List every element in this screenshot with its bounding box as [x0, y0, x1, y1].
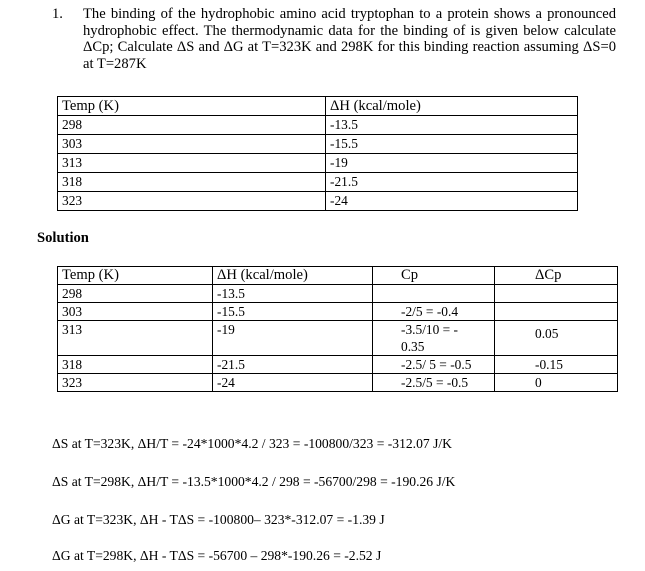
header-dh: ΔH (kcal/mole)	[326, 97, 578, 116]
calc-dg-298: ΔG at T=298K, ΔH - TΔS = -56700 – 298*-190.26 = -2.52 J	[52, 548, 382, 563]
table-row	[58, 135, 578, 154]
question-text: The binding of the hydrophobic amino acid tryptophan to a protein shows a pronounced hydrophobic effect. The thermodynamic data for the binding of is given below calculate ΔCp; Calculate ΔS and ΔG at T=323K and 298K for this binding reaction assuming ΔS=0 at T=287K	[83, 6, 616, 72]
table-row	[58, 154, 578, 173]
cell-dh: -21.5	[326, 173, 578, 192]
cell-cp: -2.5/ 5 = -0.5	[373, 356, 495, 374]
cell-dcp: 0	[495, 374, 618, 392]
cell-temp: 323	[58, 192, 326, 211]
cell-dh: -24	[213, 374, 373, 392]
header-dh: ΔH (kcal/mole)	[213, 267, 373, 285]
calc-ds-298: ΔS at T=298K, ΔH/T = -13.5*1000*4.2 / 298 = -56700/298 = -190.26 J/K	[52, 474, 456, 489]
table-row	[58, 173, 578, 192]
cell-dh: -15.5	[326, 135, 578, 154]
header-cp: Cp	[373, 267, 495, 285]
cell-dh: -13.5	[326, 116, 578, 135]
cell-temp: 298	[58, 116, 326, 135]
cell-temp: 318	[58, 173, 326, 192]
cell-temp: 313	[58, 154, 326, 173]
cell-temp: 303	[58, 135, 326, 154]
data-table	[57, 96, 578, 211]
cell-cp: -2/5 = -0.4	[373, 303, 495, 321]
cell-cp: -2.5/5 = -0.5	[373, 374, 495, 392]
table-row	[58, 116, 578, 135]
cell-temp: 313	[58, 321, 213, 356]
table-row	[58, 192, 578, 211]
solution-table	[57, 266, 618, 392]
solution-title: Solution	[37, 230, 89, 246]
cell-temp: 323	[58, 374, 213, 392]
cell-dcp: -0.15	[495, 356, 618, 374]
header-dcp: ΔCp	[495, 267, 618, 285]
cell-dh: -15.5	[213, 303, 373, 321]
cell-dh: -19	[326, 154, 578, 173]
cell-dcp	[495, 285, 618, 303]
cell-temp: 303	[58, 303, 213, 321]
question-number: 1.	[52, 6, 63, 22]
cell-cp	[373, 285, 495, 303]
table-row	[58, 374, 618, 392]
table-row	[58, 321, 618, 356]
calc-ds-323: ΔS at T=323K, ΔH/T = -24*1000*4.2 / 323 = -100800/323 = -312.07 J/K	[52, 436, 452, 451]
cell-cp: -3.5/10 = - 0.35	[373, 321, 495, 356]
cell-dcp: 0.05	[495, 321, 618, 356]
table-row	[58, 285, 618, 303]
cell-temp: 298	[58, 285, 213, 303]
calc-dg-323: ΔG at T=323K, ΔH - TΔS = -100800– 323*-312.07 = -1.39 J	[52, 512, 385, 527]
cell-dh: -19	[213, 321, 373, 356]
cell-dh: -21.5	[213, 356, 373, 374]
table-row	[58, 356, 618, 374]
table-header-row	[58, 267, 618, 285]
table-row	[58, 303, 618, 321]
header-temp: Temp (K)	[58, 267, 213, 285]
cell-dcp	[495, 303, 618, 321]
cell-dh: -13.5	[213, 285, 373, 303]
cell-temp: 318	[58, 356, 213, 374]
table-header-row	[58, 97, 578, 116]
cell-dh: -24	[326, 192, 578, 211]
question	[52, 6, 616, 72]
header-temp: Temp (K)	[58, 97, 326, 116]
